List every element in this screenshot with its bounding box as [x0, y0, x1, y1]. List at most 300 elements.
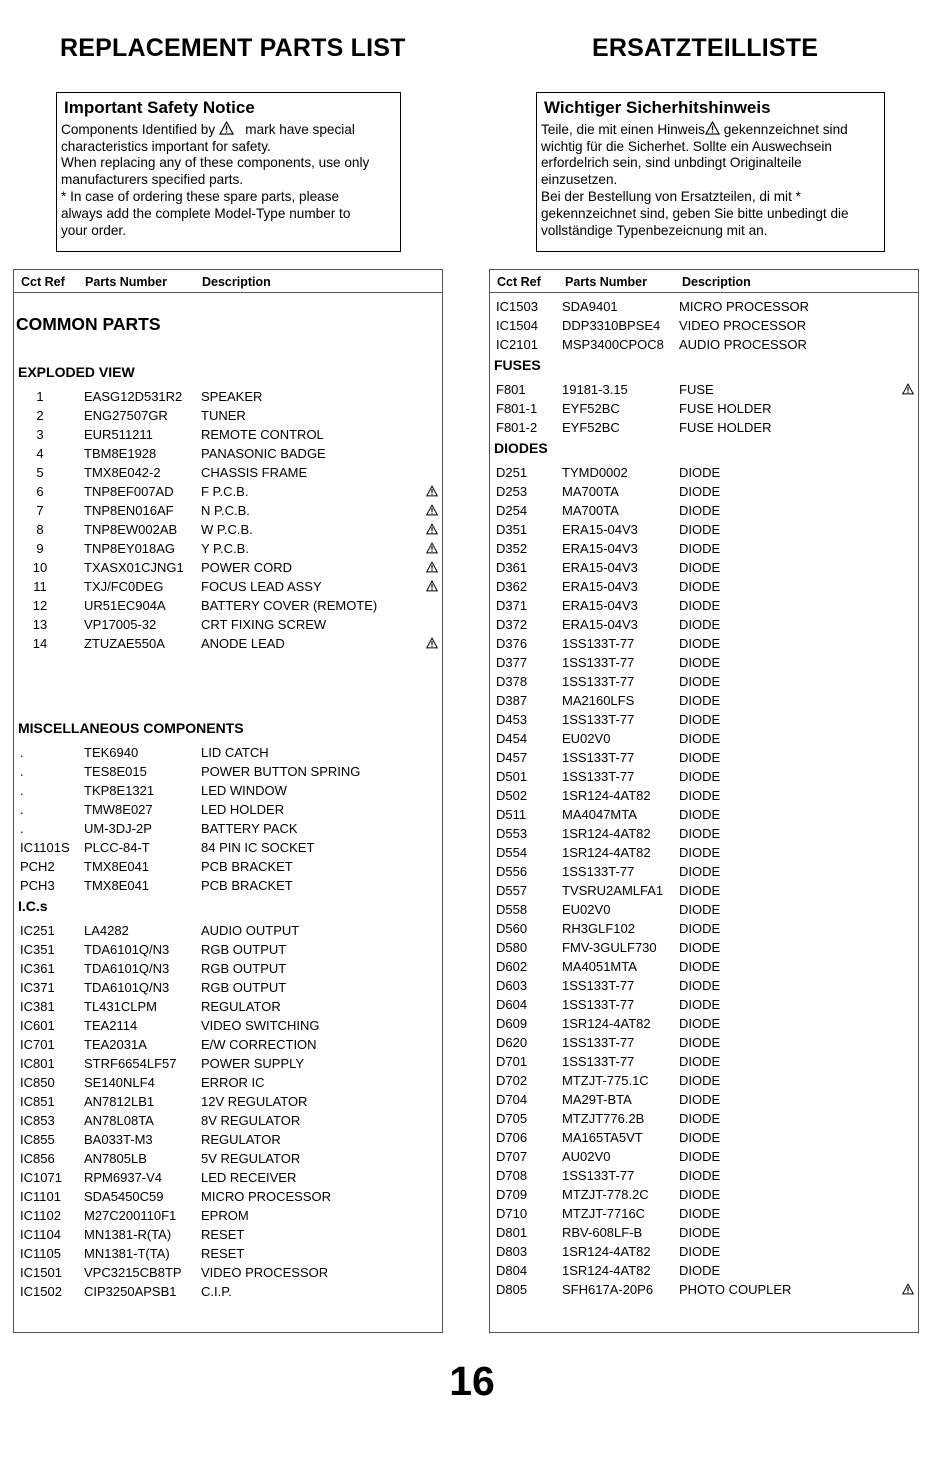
- cell-ref: D387: [496, 693, 528, 708]
- column-header-number: Parts Number: [565, 275, 647, 289]
- cell-description: DIODE: [679, 826, 721, 841]
- table-row: [490, 1071, 918, 1090]
- table-row: [490, 1204, 918, 1223]
- table-row: [490, 862, 918, 881]
- cell-description: REMOTE CONTROL: [201, 427, 324, 442]
- cell-description: RESET: [201, 1227, 245, 1242]
- cell-ref: IC1101S: [20, 840, 70, 855]
- cell-ref: IC1101: [20, 1189, 61, 1204]
- cell-part-number: ERA15-04V3: [562, 560, 638, 575]
- table-row: [14, 1016, 442, 1035]
- section-heading: MISCELLANEOUS COMPONENTS: [18, 720, 244, 736]
- cell-part-number: MA700TA: [562, 503, 619, 518]
- cell-description: DIODE: [679, 978, 721, 993]
- cell-part-number: ENG27507GR: [84, 408, 168, 423]
- cell-description: FUSE HOLDER: [679, 420, 772, 435]
- cell-description: CRT FIXING SCREW: [201, 617, 327, 632]
- safety-notice-title: Wichtiger Sicherhitshinweis: [544, 98, 771, 117]
- cell-ref: IC851: [20, 1094, 55, 1109]
- cell-part-number: SDA5450C59: [84, 1189, 164, 1204]
- table-row: [490, 1090, 918, 1109]
- cell-part-number: TXJ/FC0DEG: [84, 579, 164, 594]
- table-row: [14, 520, 442, 539]
- cell-ref: 9: [36, 541, 44, 556]
- safety-notice-line: einzusetzen.: [541, 172, 618, 188]
- cell-ref: 3: [36, 427, 44, 442]
- cell-ref: IC351: [20, 942, 55, 957]
- safety-notice-line: Bei der Bestellung von Ersatzteilen, di mit *: [541, 188, 801, 204]
- section-heading: FUSES: [494, 357, 541, 373]
- parts-table-right: [489, 269, 919, 1333]
- cell-part-number: MSP3400CPOC8: [562, 337, 664, 352]
- cell-ref: D453: [496, 712, 528, 727]
- cell-ref: D580: [496, 940, 528, 955]
- table-row: [14, 539, 442, 558]
- cell-description: DIODE: [679, 1073, 721, 1088]
- table-row: [14, 463, 442, 482]
- cell-description: Y P.C.B.: [201, 541, 249, 556]
- cell-part-number: ERA15-04V3: [562, 598, 638, 613]
- cell-part-number: MTZJT776.2B: [562, 1111, 645, 1126]
- table-row: [14, 959, 442, 978]
- cell-part-number: ERA15-04V3: [562, 579, 638, 594]
- cell-ref: D558: [496, 902, 528, 917]
- table-row: [490, 767, 918, 786]
- cell-ref: IC1105: [20, 1246, 61, 1261]
- cell-ref: D705: [496, 1111, 528, 1126]
- cell-part-number: TMW8E027: [84, 802, 153, 817]
- table-row: [14, 1263, 442, 1282]
- cell-ref: D702: [496, 1073, 528, 1088]
- cell-description: BATTERY COVER (REMOTE): [201, 598, 378, 613]
- table-row: [14, 940, 442, 959]
- cell-part-number: ERA15-04V3: [562, 522, 638, 537]
- cell-description: 12V REGULATOR: [201, 1094, 308, 1109]
- page-title-english: REPLACEMENT PARTS LIST: [60, 34, 406, 62]
- cell-description: VIDEO SWITCHING: [201, 1018, 320, 1033]
- safety-notice-line: your order.: [61, 222, 126, 238]
- cell-description: VIDEO PROCESSOR: [679, 318, 807, 333]
- cell-part-number: 1SR124-4AT82: [562, 845, 651, 860]
- table-row: [14, 1130, 442, 1149]
- cell-part-number: 1SR124-4AT82: [562, 1263, 651, 1278]
- cell-ref: IC361: [20, 961, 55, 976]
- cell-description: DIODE: [679, 560, 721, 575]
- table-row: [490, 900, 918, 919]
- table-row: [490, 418, 918, 437]
- cell-part-number: RH3GLF102: [562, 921, 635, 936]
- cell-part-number: AN7812LB1: [84, 1094, 155, 1109]
- cell-part-number: MA165TA5VT: [562, 1130, 643, 1145]
- cell-part-number: 1SS133T-77: [562, 655, 635, 670]
- cell-ref: D352: [496, 541, 528, 556]
- table-row: [490, 1147, 918, 1166]
- table-row: [490, 824, 918, 843]
- cell-description: REGULATOR: [201, 999, 281, 1014]
- parts-table-left: [13, 269, 443, 1333]
- cell-ref: D254: [496, 503, 528, 518]
- cell-part-number: 19181-3.15: [562, 382, 628, 397]
- cell-ref: 6: [36, 484, 44, 499]
- table-row: [490, 976, 918, 995]
- cell-description: DIODE: [679, 788, 721, 803]
- cell-part-number: TDA6101Q/N3: [84, 980, 170, 995]
- safety-notice-line: gekennzeichnet sind, geben Sie bitte unbedingt die: [541, 205, 849, 221]
- table-row: [14, 997, 442, 1016]
- cell-ref: IC601: [20, 1018, 55, 1033]
- section-heading: I.C.s: [18, 898, 48, 914]
- cell-ref: D251: [496, 465, 528, 480]
- cell-part-number: 1SS133T-77: [562, 674, 635, 689]
- cell-description: DIODE: [679, 1225, 721, 1240]
- table-row: [490, 805, 918, 824]
- table-row: [490, 710, 918, 729]
- cell-part-number: TDA6101Q/N3: [84, 942, 170, 957]
- cell-description: DIODE: [679, 693, 721, 708]
- cell-part-number: 1SS133T-77: [562, 750, 635, 765]
- table-row: [14, 762, 442, 781]
- cell-part-number: MTZJT-7716C: [562, 1206, 646, 1221]
- cell-ref: D803: [496, 1244, 528, 1259]
- cell-ref: D377: [496, 655, 528, 670]
- table-row: [14, 1206, 442, 1225]
- cell-description: CHASSIS FRAME: [201, 465, 308, 480]
- table-row: [14, 577, 442, 596]
- cell-part-number: MA4047MTA: [562, 807, 637, 822]
- cell-ref: 7: [36, 503, 44, 518]
- cell-ref: D253: [496, 484, 528, 499]
- cell-ref: IC1501: [20, 1265, 62, 1280]
- cell-description: DIODE: [679, 636, 721, 651]
- cell-ref: IC856: [20, 1151, 55, 1166]
- table-row: [490, 596, 918, 615]
- cell-ref: D502: [496, 788, 528, 803]
- cell-ref: D709: [496, 1187, 528, 1202]
- cell-description: DIODE: [679, 807, 721, 822]
- table-row: [14, 444, 442, 463]
- cell-part-number: ZTUZAE550A: [84, 636, 165, 651]
- cell-part-number: MA29T-BTA: [562, 1092, 632, 1107]
- cell-description: RGB OUTPUT: [201, 980, 287, 995]
- table-row: [14, 1073, 442, 1092]
- cell-part-number: 1SS133T-77: [562, 1054, 635, 1069]
- cell-ref: IC381: [20, 999, 55, 1014]
- cell-ref: F801-1: [496, 401, 538, 416]
- section-heading: DIODES: [494, 440, 548, 456]
- cell-ref: IC1503: [496, 299, 538, 314]
- table-row: [490, 843, 918, 862]
- cell-part-number: TNP8EW002AB: [84, 522, 178, 537]
- cell-ref: IC2101: [496, 337, 538, 352]
- table-row: [14, 743, 442, 762]
- cell-description: DIODE: [679, 1111, 721, 1126]
- cell-description: VIDEO PROCESSOR: [201, 1265, 329, 1280]
- cell-description: AUDIO OUTPUT: [201, 923, 300, 938]
- cell-part-number: AU02V0: [562, 1149, 611, 1164]
- table-row: [14, 1244, 442, 1263]
- cell-part-number: 1SR124-4AT82: [562, 1016, 651, 1031]
- cell-part-number: DDP3310BPSE4: [562, 318, 661, 333]
- warning-triangle-icon: [426, 542, 438, 554]
- cell-description: DIODE: [679, 712, 721, 727]
- cell-part-number: 1SS133T-77: [562, 636, 635, 651]
- cell-ref: IC1504: [496, 318, 538, 333]
- table-row: [490, 1052, 918, 1071]
- cell-ref: D378: [496, 674, 528, 689]
- safety-notice-text: mark have special: [245, 121, 355, 137]
- warning-triangle-icon: [426, 561, 438, 573]
- cell-part-number: AN7805LB: [84, 1151, 147, 1166]
- cell-ref: F801: [496, 382, 526, 397]
- cell-description: LED HOLDER: [201, 802, 285, 817]
- section-heading: COMMON PARTS: [16, 314, 161, 334]
- cell-ref: D556: [496, 864, 528, 879]
- cell-ref: IC701: [20, 1037, 55, 1052]
- cell-part-number: 1SR124-4AT82: [562, 826, 651, 841]
- cell-ref: D603: [496, 978, 528, 993]
- cell-ref: D501: [496, 769, 528, 784]
- cell-description: LID CATCH: [201, 745, 269, 760]
- cell-ref: PCH3: [20, 878, 55, 893]
- cell-ref: 12: [32, 598, 48, 613]
- cell-description: DIODE: [679, 902, 721, 917]
- cell-part-number: 1SS133T-77: [562, 769, 635, 784]
- cell-part-number: EU02V0: [562, 902, 611, 917]
- cell-part-number: TKP8E1321: [84, 783, 155, 798]
- cell-part-number: 1SR124-4AT82: [562, 1244, 651, 1259]
- cell-ref: IC801: [20, 1056, 55, 1071]
- cell-ref: D604: [496, 997, 528, 1012]
- cell-part-number: VPC3215CB8TP: [84, 1265, 182, 1280]
- table-row: [14, 838, 442, 857]
- cell-part-number: EU02V0: [562, 731, 611, 746]
- cell-part-number: M27C200110F1: [84, 1208, 177, 1223]
- cell-description: DIODE: [679, 1092, 721, 1107]
- cell-ref: 11: [33, 579, 47, 594]
- cell-ref: 8: [36, 522, 44, 537]
- cell-part-number: MA4051MTA: [562, 959, 637, 974]
- table-row: [490, 748, 918, 767]
- warning-triangle-icon: [426, 523, 438, 535]
- cell-ref: .: [20, 802, 24, 817]
- cell-part-number: TMX8E042-2: [84, 465, 161, 480]
- table-row: [14, 501, 442, 520]
- table-row: [490, 1014, 918, 1033]
- cell-part-number: UM-3DJ-2P: [84, 821, 152, 836]
- cell-ref: D704: [496, 1092, 528, 1107]
- cell-part-number: TNP8EF007AD: [84, 484, 174, 499]
- cell-ref: D710: [496, 1206, 528, 1221]
- table-row: [14, 876, 442, 895]
- safety-notice-line: manufacturers specified parts.: [61, 172, 244, 188]
- cell-part-number: EYF52BC: [562, 420, 620, 435]
- cell-part-number: ERA15-04V3: [562, 541, 638, 556]
- cell-part-number: TEK6940: [84, 745, 139, 760]
- cell-description: DIODE: [679, 750, 721, 765]
- cell-ref: D372: [496, 617, 528, 632]
- cell-ref: IC850: [20, 1075, 55, 1090]
- cell-description: FUSE HOLDER: [679, 401, 772, 416]
- cell-part-number: SDA9401: [562, 299, 618, 314]
- cell-ref: D351: [496, 522, 528, 537]
- column-header-ref: Cct Ref: [21, 275, 65, 289]
- table-row: [14, 615, 442, 634]
- cell-description: FOCUS LEAD ASSY: [201, 579, 322, 594]
- cell-part-number: SFH617A-20P6: [562, 1282, 654, 1297]
- cell-part-number: MN1381-R(TA): [84, 1227, 172, 1242]
- cell-description: AUDIO PROCESSOR: [679, 337, 807, 352]
- table-row: [490, 1033, 918, 1052]
- cell-part-number: TNP8EY018AG: [84, 541, 176, 556]
- cell-part-number: RBV-608LF-B: [562, 1225, 643, 1240]
- cell-ref: IC855: [20, 1132, 55, 1147]
- cell-description: DIODE: [679, 598, 721, 613]
- table-row: [14, 978, 442, 997]
- cell-description: DIODE: [679, 959, 721, 974]
- cell-ref: IC1104: [20, 1227, 61, 1242]
- cell-description: DIODE: [679, 674, 721, 689]
- table-row: [490, 672, 918, 691]
- table-row: [14, 425, 442, 444]
- cell-description: F P.C.B.: [201, 484, 249, 499]
- safety-notice-line: wichtig für die Sicherhet. Sollte ein Auswechsein: [541, 138, 832, 154]
- table-row: [14, 781, 442, 800]
- cell-part-number: TNP8EN016AF: [84, 503, 174, 518]
- cell-part-number: CIP3250APSB1: [84, 1284, 177, 1299]
- table-row: [14, 1149, 442, 1168]
- cell-ref: D805: [496, 1282, 528, 1297]
- cell-ref: D707: [496, 1149, 528, 1164]
- table-row: [490, 881, 918, 900]
- cell-ref: IC251: [20, 923, 55, 938]
- table-row: [14, 921, 442, 940]
- cell-description: DIODE: [679, 579, 721, 594]
- cell-part-number: TDA6101Q/N3: [84, 961, 170, 976]
- cell-ref: 13: [32, 617, 48, 632]
- cell-part-number: VP17005-32: [84, 617, 157, 632]
- table-row: [14, 596, 442, 615]
- cell-ref: 5: [36, 465, 44, 480]
- cell-ref: D804: [496, 1263, 528, 1278]
- cell-part-number: 1SS133T-77: [562, 712, 635, 727]
- cell-description: E/W CORRECTION: [201, 1037, 317, 1052]
- cell-ref: 4: [36, 446, 44, 461]
- cell-ref: 10: [32, 560, 48, 575]
- cell-ref: D361: [496, 560, 528, 575]
- cell-ref: D701: [496, 1054, 528, 1069]
- cell-description: PCB BRACKET: [201, 859, 293, 874]
- cell-part-number: LA4282: [84, 923, 129, 938]
- table-row: [14, 1168, 442, 1187]
- cell-part-number: TXASX01CJNG1: [84, 560, 184, 575]
- cell-part-number: MA2160LFS: [562, 693, 635, 708]
- cell-part-number: AN78L08TA: [84, 1113, 154, 1128]
- cell-ref: .: [20, 764, 24, 779]
- cell-description: SPEAKER: [201, 389, 263, 404]
- cell-part-number: STRF6654LF57: [84, 1056, 177, 1071]
- cell-part-number: 1SS133T-77: [562, 997, 635, 1012]
- table-row: [14, 387, 442, 406]
- table-row: [14, 819, 442, 838]
- cell-description: DIODE: [679, 503, 721, 518]
- cell-ref: D376: [496, 636, 528, 651]
- table-row: [490, 729, 918, 748]
- safety-notice-line: * In case of ordering these spare parts, please: [61, 188, 340, 204]
- cell-part-number: TES8E015: [84, 764, 147, 779]
- cell-description: ANODE LEAD: [201, 636, 285, 651]
- cell-description: MICRO PROCESSOR: [679, 299, 810, 314]
- cell-ref: D560: [496, 921, 528, 936]
- column-header-description: Description: [202, 275, 271, 289]
- cell-part-number: 1SS133T-77: [562, 978, 635, 993]
- table-row: [490, 539, 918, 558]
- cell-ref: D454: [496, 731, 528, 746]
- cell-part-number: TEA2114: [84, 1018, 138, 1033]
- warning-triangle-icon: [902, 1283, 914, 1295]
- table-row: [490, 1261, 918, 1280]
- table-row: [490, 482, 918, 501]
- safety-notice-german: [536, 92, 885, 252]
- cell-description: BATTERY PACK: [201, 821, 298, 836]
- cell-description: DIODE: [679, 1206, 721, 1221]
- table-row: [490, 501, 918, 520]
- cell-description: PHOTO COUPLER: [679, 1282, 792, 1297]
- table-row: [490, 520, 918, 539]
- cell-description: DIODE: [679, 921, 721, 936]
- cell-description: FUSE: [679, 382, 714, 397]
- table-row: [14, 800, 442, 819]
- cell-description: MICRO PROCESSOR: [201, 1189, 332, 1204]
- cell-ref: D553: [496, 826, 528, 841]
- cell-description: LED WINDOW: [201, 783, 287, 798]
- cell-description: RESET: [201, 1246, 245, 1261]
- cell-description: DIODE: [679, 1263, 721, 1278]
- table-row: [490, 1223, 918, 1242]
- cell-description: DIODE: [679, 1035, 721, 1050]
- cell-ref: D554: [496, 845, 528, 860]
- table-row: [14, 1092, 442, 1111]
- warning-triangle-icon: [219, 121, 234, 135]
- safety-notice-title: Important Safety Notice: [64, 98, 255, 117]
- warning-triangle-icon: [426, 580, 438, 592]
- cell-part-number: ERA15-04V3: [562, 617, 638, 632]
- table-row: [14, 634, 442, 653]
- page-title-german: ERSATZTEILLISTE: [592, 34, 819, 62]
- safety-notice-line: always add the complete Model-Type number to: [61, 205, 351, 221]
- column-header-ref: Cct Ref: [497, 275, 541, 289]
- table-row: [490, 634, 918, 653]
- cell-description: PCB BRACKET: [201, 878, 293, 893]
- cell-description: DIODE: [679, 940, 721, 955]
- cell-ref: IC1102: [20, 1208, 61, 1223]
- cell-description: DIODE: [679, 465, 721, 480]
- cell-part-number: MTZJT-775.1C: [562, 1073, 649, 1088]
- cell-part-number: FMV-3GULF730: [562, 940, 657, 955]
- cell-part-number: SE140NLF4: [84, 1075, 155, 1090]
- cell-part-number: 1SS133T-77: [562, 864, 635, 879]
- cell-ref: D708: [496, 1168, 528, 1183]
- cell-ref: IC1071: [20, 1170, 62, 1185]
- cell-ref: 1: [36, 389, 44, 404]
- cell-part-number: TVSRU2AMLFA1: [562, 883, 664, 898]
- cell-description: DIODE: [679, 864, 721, 879]
- table-row: [14, 1187, 442, 1206]
- cell-description: DIODE: [679, 1054, 721, 1069]
- table-row: [490, 938, 918, 957]
- cell-description: RGB OUTPUT: [201, 942, 287, 957]
- cell-description: DIODE: [679, 1130, 721, 1145]
- column-header-row: [14, 270, 442, 293]
